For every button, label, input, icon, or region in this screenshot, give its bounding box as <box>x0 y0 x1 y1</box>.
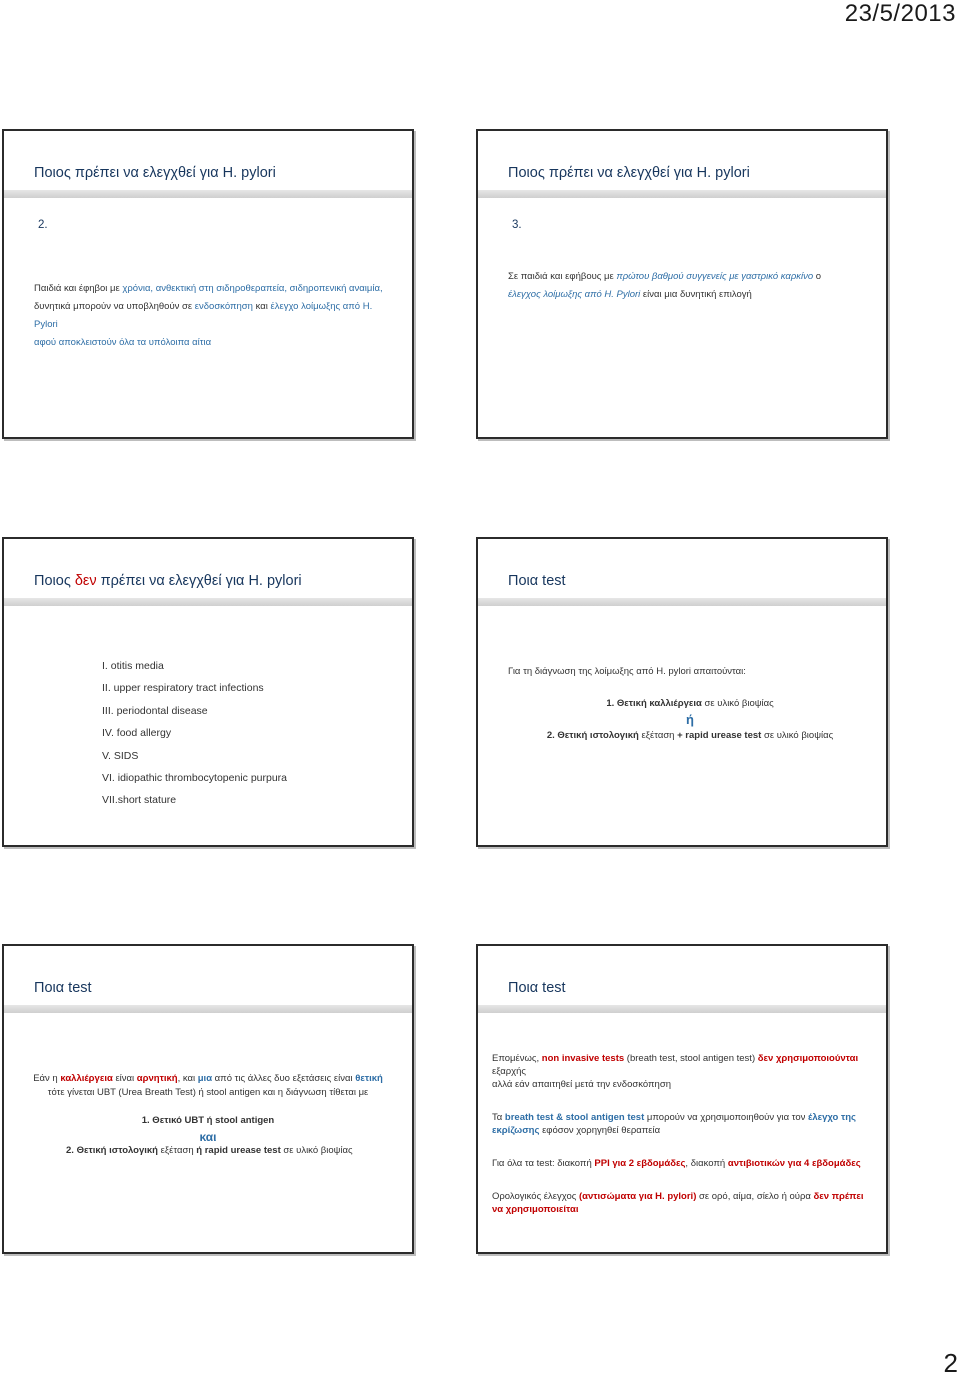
slide-title: Ποιος δεν πρέπει να ελεγχθεί για H. pylori <box>34 573 302 589</box>
slide-2 <box>476 129 888 439</box>
slide-title: Ποια test <box>34 980 92 996</box>
list-item: IV. food allergy <box>102 727 172 740</box>
title-divider <box>4 598 412 606</box>
title-divider <box>4 1005 412 1013</box>
slide-title: Ποιος πρέπει να ελεγχθεί για H. pylori <box>34 165 276 181</box>
excluded-conditions-list <box>102 655 287 812</box>
slide-1 <box>2 129 414 439</box>
page-number: 2 <box>943 1348 958 1378</box>
list-item: VI. idiopathic thrombocytopenic purpura <box>102 771 288 784</box>
slide-body: Σε παιδιά και εφήβους με πρώτου βαθμού συγγενείς με γαστρικό καρκίνο ο έλεγχος λοίμωξης από H. Pylori είναι μια δυνητική επιλογή <box>508 271 822 300</box>
title-divider <box>478 598 886 606</box>
slide-title: Ποια test <box>508 573 566 589</box>
slide-5 <box>2 944 414 1254</box>
slide-title: Ποια test <box>508 980 566 996</box>
list-item: III. periodontal disease <box>102 704 208 717</box>
slide-body: Εάν η καλλιέργεια είναι αρνητική, και μια από τις άλλες δυο εξετάσεις είναι θετική τότε γίνεται UBT (Urea Breath Test) ή stool antigen και η διάγνωση τίθεται με 1. Θετικό UBT ή stool antigen και 2. Θετική ιστολογική εξέταση ή rapid urease test σε υλικό βιοψίας <box>33 1073 383 1156</box>
list-item: V. SIDS <box>102 749 139 762</box>
title-divider <box>4 190 412 198</box>
header-date: 23/5/2013 <box>844 0 956 27</box>
slide-3 <box>2 537 414 847</box>
slide-number: 3. <box>512 219 522 231</box>
title-divider <box>478 190 886 198</box>
list-item: VII.short stature <box>102 794 177 807</box>
title-divider <box>478 1005 886 1013</box>
slide-body: Για τη διάγνωση της λοίμωξης από H. pylori απαιτούνται: 1. Θετική καλλιέργεια σε υλικό βιοψίας ή 2. Θετική ιστολογική εξέταση + rapid urease test σε υλικό βιοψίας <box>508 666 834 741</box>
slide-4 <box>476 537 888 847</box>
slide-body: Παιδιά και έφηβοι με χρόνια, ανθεκτική στη σιδηροθεραπεία, σιδηροπενική αναιμία, δυνητικά μπορούν να υποβληθούν σε ενδοσκόπηση και έλεγχο λοίμωξης από H. Pylori αφού αποκλειστούν όλα τα υπόλοιπα αίτια <box>34 283 383 348</box>
slide-body: Επομένως, non invasive tests (breath test, stool antigen test) δεν χρησιμοποιούνται εξαρχής αλλά εάν απαιτηθεί μετά την ενδοσκόπηση Τα breath test & stool antigen test μπορούν να χρησιμοποιηθούν για τον έλεγχο της εκρίζωσης εφόσον χορηγηθεί θεραπεία Για όλα τα test: διακοπή PPI για 2 εβδομάδες, διακοπή αντιβιοτικών για 4 εβδομάδες Ορολογικός έλεγχος (αντισώματα για H. pylori) σε ορό, αίμα, σίελο ή ούρα δεν πρέπει να χρησιμοποιείται <box>492 1053 864 1215</box>
slide-number: 2. <box>38 219 48 231</box>
slide-title: Ποιος πρέπει να ελεγχθεί για H. pylori <box>508 165 750 181</box>
list-item: II. upper respiratory tract infections <box>102 682 264 695</box>
slide-6 <box>476 944 888 1254</box>
list-item: I. otitis media <box>102 660 164 672</box>
